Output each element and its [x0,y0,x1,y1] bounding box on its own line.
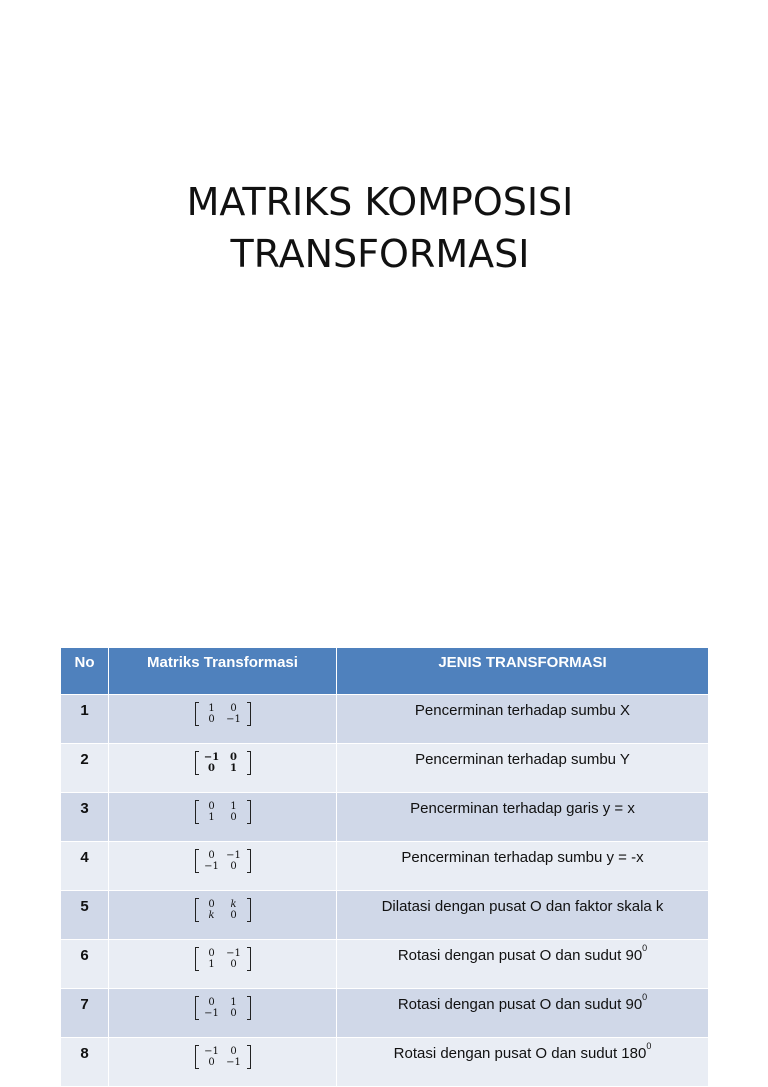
matrix-entry: k [208,910,215,921]
right-bracket [247,849,251,873]
matrix-entry: 1 [230,801,237,812]
matrix-entry: −1 [204,861,219,872]
matrix-cell [109,793,337,842]
matrix-cell [109,842,337,891]
transformation-type [337,793,709,842]
matrix-entry: −1 [226,948,241,959]
transformation-type [337,842,709,891]
transformation-type [337,744,709,793]
transformation-type-text: Rotasi dengan pusat O dan sudut 90 [397,947,643,964]
row-number: 5 [61,891,109,940]
matrix-entry: 0 [230,959,237,970]
matrix-entry: 0 [230,1046,237,1057]
matrix-cell [109,940,337,989]
transformation-matrix [195,947,251,971]
right-bracket [247,898,251,922]
right-bracket [247,996,251,1020]
matrix-entry: 0 [208,948,215,959]
header-matrix: Matriks Transformasi [109,648,337,695]
row-number: 4 [61,842,109,891]
degree-superscript: 0 [642,943,648,953]
right-bracket [247,1045,251,1069]
matrix-entry: 0 [208,899,215,910]
matrix-entry: k [230,899,237,910]
degree-superscript: 0 [646,1041,652,1051]
matrix-entry: −1 [204,1046,219,1057]
transformation-matrix [195,849,251,873]
transformation-type-text: Rotasi dengan pusat O dan sudut 90 [397,996,643,1013]
row-number: 1 [61,695,109,744]
header-type: JENIS TRANSFORMASI [337,648,709,695]
right-bracket [247,702,251,726]
matrix-entry: 0 [208,801,215,812]
transformation-type-text: Rotasi dengan pusat O dan sudut 180 [393,1045,647,1062]
row-number: 8 [61,1038,109,1087]
matrix-entry: −1 [203,752,220,763]
table-row [61,1038,709,1087]
right-bracket [247,800,251,824]
table-row [61,891,709,940]
matrix-entry: 1 [208,703,215,714]
matrix-entry: −1 [204,1008,219,1019]
matrix-cell [109,989,337,1038]
transformation-type-text: Dilatasi dengan pusat O dan faktor skala k [381,898,664,915]
matrix-entry: −1 [226,850,241,861]
row-number: 6 [61,940,109,989]
matrix-entry: −1 [226,714,241,725]
transformation-type [337,1038,709,1087]
transformation-type [337,891,709,940]
matrix-cell [109,695,337,744]
transformation-matrix [195,1045,251,1069]
title-line-2: TRANSFORMASI [230,232,530,276]
transformation-table [60,647,709,1087]
matrix-entry: 0 [230,812,237,823]
matrix-entry: 0 [230,1008,237,1019]
matrix-entry: 0 [208,714,215,725]
transformation-matrix [195,898,251,922]
transformation-matrix [195,702,251,726]
matrix-cell [109,744,337,793]
row-number: 2 [61,744,109,793]
transformation-type-text: Pencerminan terhadap sumbu X [414,702,631,719]
matrix-entry: 0 [208,850,215,861]
matrix-entry: 0 [208,763,215,774]
transformation-matrix [195,800,251,824]
matrix-cell [109,891,337,940]
transformation-type [337,940,709,989]
table-row [61,989,709,1038]
slide-title [0,176,760,280]
title-line-1: MATRIKS KOMPOSISI [186,180,574,224]
table-header-row [61,648,709,695]
transformation-type-text: Pencerminan terhadap sumbu Y [415,751,630,768]
matrix-entry: 1 [208,812,215,823]
table-row [61,793,709,842]
table-row [61,744,709,793]
row-number: 7 [61,989,109,1038]
transformation-type-text: Pencerminan terhadap garis y = x [410,800,635,817]
degree-superscript: 0 [642,992,648,1002]
table-row [61,940,709,989]
matrix-entry: −1 [226,1057,241,1068]
right-bracket [247,751,251,775]
table-row [61,695,709,744]
header-no: No [61,648,109,695]
transformation-type [337,989,709,1038]
matrix-entry: 1 [208,959,215,970]
matrix-cell [109,1038,337,1087]
transformation-type-text: Pencerminan terhadap sumbu y = -x [401,849,644,866]
matrix-entry: 0 [230,910,237,921]
transformation-matrix [195,751,251,775]
transformation-type [337,695,709,744]
table-body [61,695,709,1087]
matrix-entry: 0 [230,861,237,872]
right-bracket [247,947,251,971]
matrix-entry: 0 [208,997,215,1008]
matrix-entry: 1 [230,763,237,774]
table-row [61,842,709,891]
matrix-entry: 1 [230,997,237,1008]
row-number: 3 [61,793,109,842]
matrix-entry: 0 [208,1057,215,1068]
transformation-matrix [195,996,251,1020]
matrix-entry: 0 [230,703,237,714]
matrix-entry: 0 [230,752,237,763]
